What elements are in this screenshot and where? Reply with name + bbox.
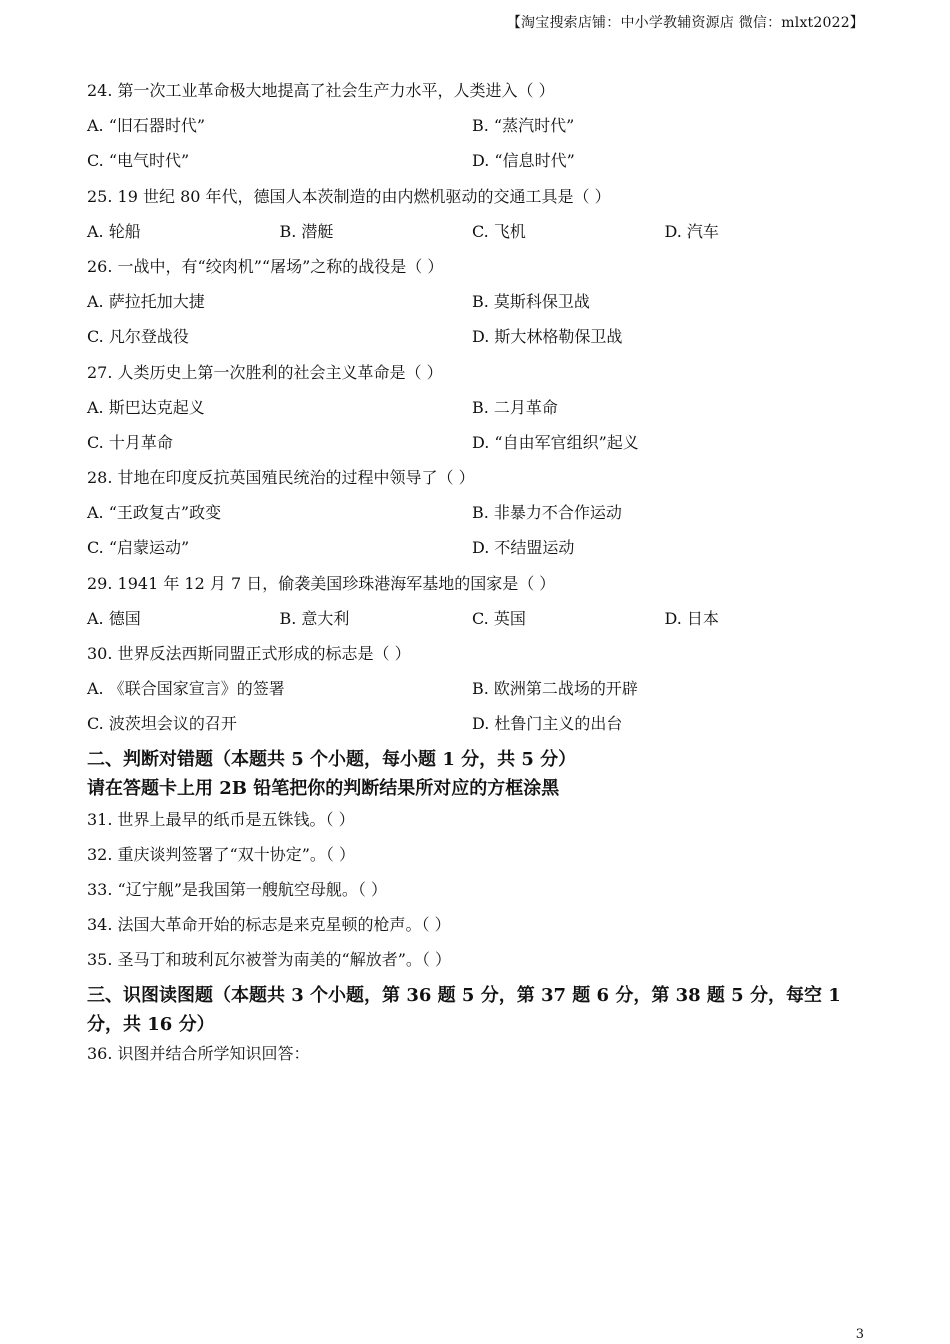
judge-item-31: 31. 世界上最早的纸币是五铢钱。（ ） — [87, 809, 355, 829]
question-24-options-row-1 — [87, 111, 857, 146]
question-30-stem: 30. 世界反法西斯同盟正式形成的标志是（ ） — [87, 644, 411, 663]
question-29-options — [87, 604, 857, 639]
question-27-options-row-1 — [87, 393, 857, 428]
option-b: B. 二月革命 — [472, 397, 558, 417]
question-26-options-row-2 — [87, 322, 857, 357]
judge-item-34: 34. 法国大革命开始的标志是来克星顿的枪声。（ ） — [87, 915, 451, 935]
option-a: A. “旧石器时代” — [87, 116, 206, 136]
option-c: C. 十月革命 — [87, 432, 173, 452]
option-a: A. 斯巴达克起义 — [87, 397, 205, 417]
option-d: D. “自由军官组织”起义 — [472, 432, 639, 452]
question-28-stem: 28. 甘地在印度反抗英国殖民统治的过程中领导了（ ） — [87, 468, 475, 488]
question-36-stem: 36. 识图并结合所学知识回答： — [87, 1043, 310, 1063]
question-26-stem: 26. 一战中，有“绞肉机”“屠场”之称的战役是（ ） — [87, 256, 444, 276]
option-b: B. 非暴力不合作运动 — [472, 503, 622, 523]
judge-item-32: 32. 重庆谈判签署了“双十协定”。（ ） — [87, 844, 355, 864]
option-d: D. 不结盟运动 — [472, 538, 575, 558]
option-c: C. 飞机 — [472, 221, 526, 241]
option-b: B. “蒸汽时代” — [472, 116, 575, 136]
section-2-title: 二、判断对错题（本题共 5 个小题，每小题 1 分，共 5 分） — [87, 748, 577, 770]
page-header: 【淘宝搜索店铺：中小学教辅资源店 微信：mlxt2022】 — [506, 15, 864, 31]
option-d: D. 杜鲁门主义的出台 — [472, 714, 623, 734]
option-b: B. 意大利 — [279, 608, 350, 628]
option-a: A. 《联合国家宣言》的签署 — [87, 679, 285, 699]
question-30-options-row-2 — [87, 709, 857, 744]
option-c: C. “电气时代” — [87, 151, 190, 171]
option-c: C. “启蒙运动” — [87, 538, 190, 558]
exam-content — [87, 76, 857, 1074]
option-c: C. 凡尔登战役 — [87, 327, 189, 347]
option-b: B. 欧洲第二战场的开辟 — [472, 679, 638, 699]
question-25-options — [87, 217, 857, 252]
page-number: 3 — [855, 1327, 864, 1342]
option-d: D. 斯大林格勒保卫战 — [472, 327, 623, 347]
judge-item-35: 35. 圣马丁和玻利瓦尔被誉为南美的“解放者”。（ ） — [87, 950, 451, 970]
option-a: A. 轮船 — [87, 221, 141, 241]
option-a: A. 德国 — [87, 608, 141, 628]
question-28-options-row-1 — [87, 498, 857, 533]
question-30-options-row-1 — [87, 674, 857, 709]
section-2-instruction: 请在答题卡上用 2B 铅笔把你的判断结果所对应的方框涂黑 — [87, 777, 560, 799]
question-24-stem: 24. 第一次工业革命极大地提高了社会生产力水平，人类进入（ ） — [87, 81, 555, 100]
option-b: B. 潜艇 — [279, 221, 334, 241]
question-28-options-row-2 — [87, 533, 857, 568]
question-25-stem: 25. 19 世纪 80 年代，德国人本茨制造的由内燃机驱动的交通工具是（ ） — [87, 186, 611, 206]
option-d: D. “信息时代” — [472, 151, 575, 171]
question-27-stem: 27. 人类历史上第一次胜利的社会主义革命是（ ） — [87, 362, 443, 382]
judge-item-33: 33. “辽宁舰”是我国第一艘航空母舰。（ ） — [87, 879, 387, 899]
option-a: A. “王政复古”政变 — [87, 503, 222, 523]
option-c: C. 英国 — [472, 608, 526, 628]
question-26-options-row-1 — [87, 287, 857, 322]
option-a: A. 萨拉托加大捷 — [87, 292, 205, 312]
question-24-options-row-2 — [87, 146, 857, 181]
option-d: D. 日本 — [664, 608, 719, 628]
option-b: B. 莫斯科保卫战 — [472, 292, 590, 312]
option-c: C. 波茨坦会议的召开 — [87, 714, 237, 734]
question-27-options-row-2 — [87, 428, 857, 463]
section-3-title: 三、识图读图题（本题共 3 个小题，第 36 题 5 分，第 37 题 6 分，第 38 题 5 分，每空 1 分，共 16 分） — [87, 984, 841, 1035]
question-29-stem: 29. 1941 年 12 月 7 日，偷袭美国珍珠港海军基地的国家是（ ） — [87, 573, 556, 593]
option-d: D. 汽车 — [664, 221, 719, 241]
